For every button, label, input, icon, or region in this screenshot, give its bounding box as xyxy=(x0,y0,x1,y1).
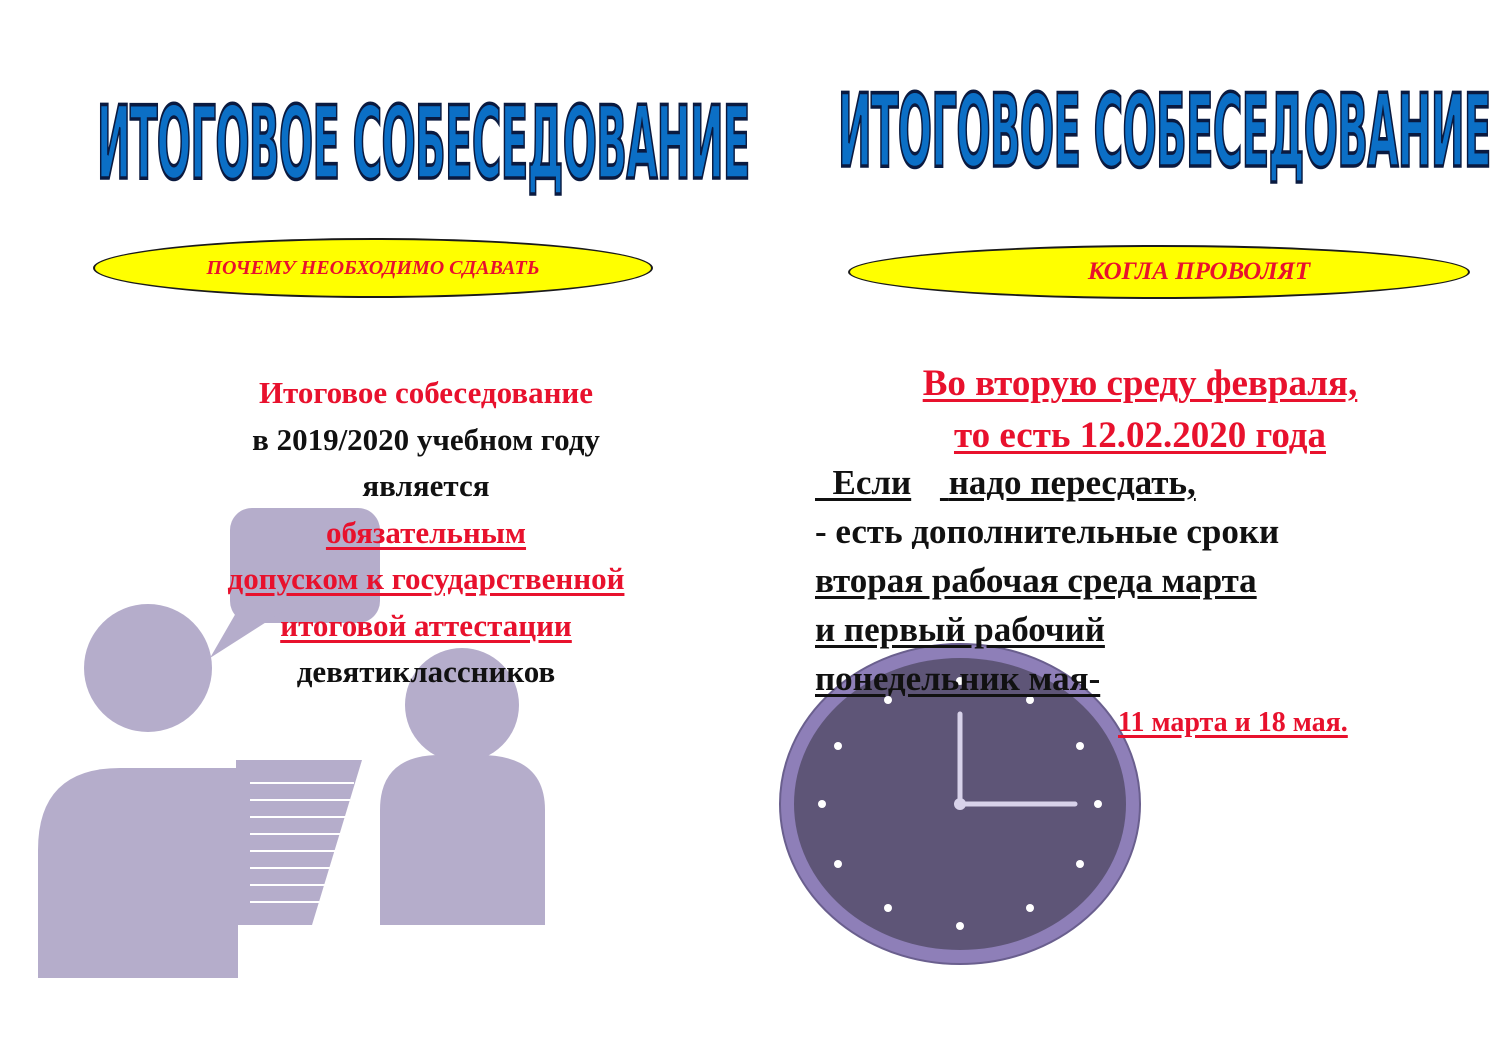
retake-dates: 11 марта и 18 мая. xyxy=(1118,707,1348,738)
retake-line-3: - есть дополнительные сроки xyxy=(815,512,1280,551)
date-line-1: Во вторую среду февраля, xyxy=(922,363,1358,404)
body-line-4: обязательным xyxy=(325,514,527,550)
body-line-6: итоговой аттестации xyxy=(280,607,572,643)
body-line-7: девятиклассников xyxy=(296,654,556,689)
body-line-2: в 2019/2020 учебном году xyxy=(252,421,600,457)
why-button-label: ПОЧЕМУ НЕОБХОДИМО СДАВАТЬ xyxy=(206,256,540,279)
retake-line-4: вторая рабочая среда марта xyxy=(815,561,1257,600)
when-button-label: КОГЛА ПРОВОЛЯТ xyxy=(1087,258,1311,285)
left-title: ИТОГОВОЕ СОБЕСЕДОВАНИЕ xyxy=(97,86,750,203)
retake-line-6: понедельник мая- xyxy=(815,659,1101,698)
date-text xyxy=(830,358,1450,462)
retake-line-5: и первый рабочий xyxy=(815,610,1105,649)
body-line-5: допуском к государственной xyxy=(227,561,625,596)
date-line-2: то есть 12.02.2020 года xyxy=(953,415,1326,456)
retake-if: Если xyxy=(832,463,912,502)
right-title: ИТОГОВОЕ СОБЕСЕДОВАНИЕ xyxy=(838,74,1491,191)
clock-center xyxy=(954,798,966,810)
body-line-1: Итоговое собеседование xyxy=(258,375,594,410)
retake-need: надо пересдать, xyxy=(948,463,1196,502)
retake-text xyxy=(815,458,1279,703)
body-line-3: является xyxy=(362,468,490,503)
